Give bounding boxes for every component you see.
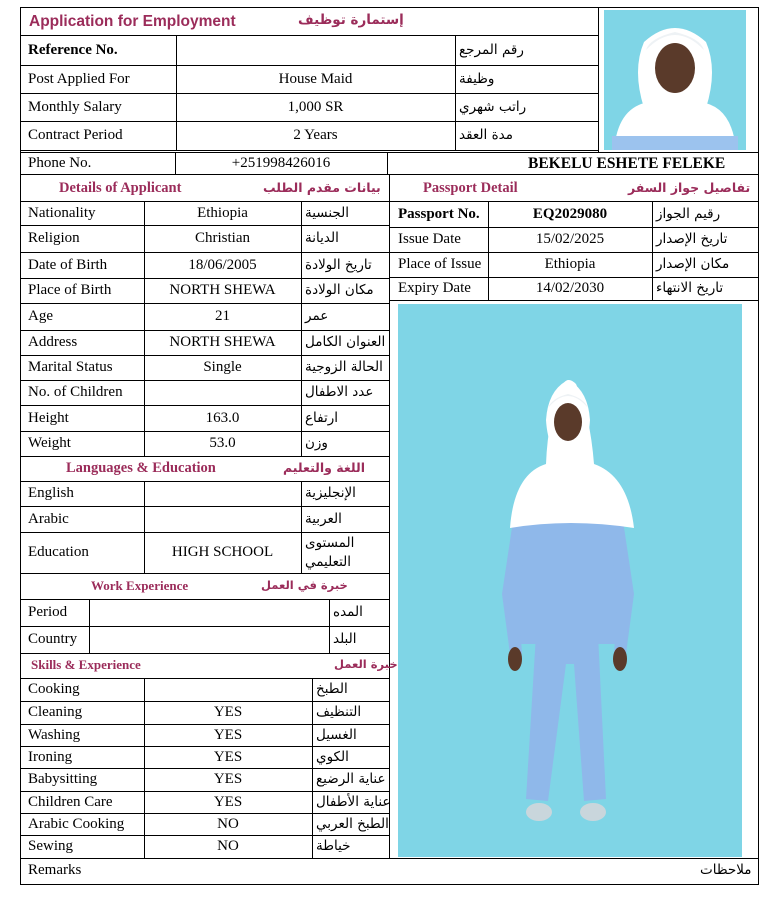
- row-value: NO: [217, 816, 239, 832]
- row-value: 18/06/2005: [188, 257, 257, 273]
- row-label-ar: وزن: [305, 435, 328, 451]
- row-label-ar: الغسيل: [316, 727, 357, 743]
- row-label: Monthly Salary: [28, 99, 122, 115]
- row-value: 163.0: [205, 410, 240, 426]
- row-divider: [20, 532, 389, 533]
- passport-heading-ar: تفاصيل جواز السفر: [628, 180, 751, 195]
- col-divider: [652, 252, 653, 277]
- row-divider: [20, 93, 598, 94]
- row-label-ar: رقيم الجواز: [656, 206, 721, 222]
- row-label-ar: راتب شهري: [459, 99, 527, 115]
- row-value: EQ2029080: [532, 206, 608, 222]
- row-value: 14/02/2030: [535, 280, 605, 296]
- passport-heading-en: Passport Detail: [423, 180, 518, 196]
- col-divider: [144, 380, 145, 405]
- col-divider: [301, 481, 302, 506]
- applicant-full-name: BEKELU ESHETE FELEKE: [528, 155, 726, 172]
- row-label: Cooking: [28, 681, 80, 697]
- row-label-ar: خياطة: [316, 838, 351, 854]
- row-label: Country: [28, 631, 78, 647]
- row-label: Sewing: [28, 838, 73, 854]
- row-label: Place of Birth: [28, 282, 112, 298]
- col-divider: [312, 701, 313, 724]
- row-label: Post Applied For: [28, 71, 130, 87]
- row-label: English: [28, 485, 74, 501]
- row-value: 21: [215, 308, 230, 324]
- row-label-ar: مكان الإصدار: [656, 256, 730, 272]
- row-divider: [390, 227, 759, 228]
- col-divider: [301, 201, 302, 225]
- row-value: 2 Years: [293, 127, 338, 143]
- col-divider: [301, 532, 302, 573]
- row-value: YES: [213, 727, 243, 743]
- divider: [20, 152, 759, 153]
- row-divider: [20, 121, 598, 122]
- row-divider: [20, 355, 389, 356]
- row-value: YES: [213, 749, 243, 765]
- row-divider: [20, 813, 389, 814]
- row-label: Education: [28, 544, 89, 560]
- row-label-ar: الجنسية: [305, 205, 350, 221]
- divider: [387, 152, 388, 174]
- row-divider: [20, 431, 389, 432]
- col-divider: [312, 724, 313, 746]
- row-divider: [20, 678, 389, 679]
- row-value: Single: [203, 359, 242, 375]
- row-divider: [390, 277, 759, 278]
- row-value: NORTH SHEWA: [169, 282, 276, 298]
- row-label-ar: الكوي: [316, 749, 349, 765]
- row-divider: [20, 278, 389, 279]
- form-title-en: Application for Employment: [29, 13, 236, 30]
- row-label-ar: مكان الولادة: [305, 282, 374, 298]
- row-label: Expiry Date: [398, 280, 471, 296]
- row-divider: [20, 653, 389, 654]
- col-divider: [301, 405, 302, 431]
- row-divider: [390, 201, 759, 202]
- row-label: Height: [28, 410, 69, 426]
- row-label: Marital Status: [28, 359, 113, 375]
- row-value: NO: [217, 838, 239, 854]
- row-label-ar: المده: [333, 604, 363, 620]
- form-title-ar: إستمارة توظيف: [298, 12, 404, 28]
- col-divider: [455, 121, 456, 150]
- row-label: Address: [28, 334, 78, 350]
- row-label-ar: الحالة الزوجية: [305, 359, 383, 375]
- row-divider: [20, 225, 389, 226]
- row-value: HIGH SCHOOL: [171, 544, 274, 560]
- col-divider: [301, 355, 302, 380]
- row-label: Contract Period: [28, 127, 123, 143]
- row-divider: [20, 303, 389, 304]
- work-heading-en: Work Experience: [91, 578, 189, 593]
- full-body-illustration: [398, 304, 742, 857]
- row-label-ar: التنظيف: [316, 704, 362, 720]
- row-label-ar: تاريخ الإصدار: [656, 231, 728, 247]
- row-value: Ethiopia: [544, 256, 596, 272]
- row-divider: [20, 599, 389, 600]
- col-divider: [312, 746, 313, 768]
- headshot-illustration: [604, 10, 746, 150]
- row-divider: [20, 150, 598, 151]
- col-divider: [301, 431, 302, 456]
- row-label: Passport No.: [398, 206, 480, 222]
- row-label: Reference No.: [28, 42, 118, 58]
- col-divider: [312, 678, 313, 701]
- row-value: 15/02/2025: [535, 231, 605, 247]
- divider: [598, 7, 599, 152]
- row-label: Religion: [28, 230, 80, 246]
- row-label: Date of Birth: [28, 257, 108, 273]
- col-divider: [301, 506, 302, 532]
- col-divider: [89, 599, 90, 626]
- skills-heading-ar: خبرة العمل: [334, 657, 398, 671]
- row-label: Babysitting: [28, 771, 98, 787]
- row-divider: [20, 456, 389, 457]
- row-value: 1,000 SR: [287, 99, 344, 115]
- col-divider: [301, 380, 302, 405]
- col-divider: [301, 278, 302, 303]
- row-value: Ethiopia: [197, 205, 248, 221]
- row-value: House Maid: [278, 71, 353, 87]
- row-divider: [20, 626, 389, 627]
- col-divider: [455, 35, 456, 65]
- divider: [758, 300, 759, 857]
- row-label: Ironing: [28, 749, 73, 765]
- row-divider: [20, 35, 598, 36]
- row-divider: [20, 791, 389, 792]
- col-divider: [301, 303, 302, 330]
- row-divider: [20, 768, 389, 769]
- row-value: 53.0: [209, 435, 236, 451]
- row-divider: [20, 835, 389, 836]
- row-label: Arabic Cooking: [28, 816, 125, 832]
- applicant-heading-en: Details of Applicant: [59, 180, 182, 196]
- row-label: Cleaning: [28, 704, 83, 720]
- row-divider: [20, 252, 389, 253]
- divider: [20, 858, 759, 859]
- row-value: YES: [213, 794, 243, 810]
- col-divider: [144, 481, 145, 506]
- row-divider: [20, 481, 389, 482]
- languages-heading-ar: اللغة والتعليم: [283, 460, 365, 475]
- row-divider: [20, 724, 389, 725]
- row-divider: [20, 201, 389, 202]
- col-divider: [455, 93, 456, 121]
- languages-heading-en: Languages & Education: [66, 460, 216, 476]
- row-divider: [20, 65, 598, 66]
- row-label: Weight: [28, 435, 71, 451]
- remarks-label: Remarks: [28, 862, 82, 878]
- row-label: Age: [28, 308, 53, 324]
- col-divider: [652, 201, 653, 227]
- col-divider: [312, 768, 313, 791]
- row-label-ar: العنوان الكامل: [305, 334, 386, 350]
- col-divider: [144, 678, 145, 701]
- row-divider: [20, 701, 389, 702]
- row-divider: [20, 506, 389, 507]
- remarks-label-ar: ملاحظات: [700, 862, 752, 878]
- row-divider: [390, 252, 759, 253]
- row-label-ar: عمر: [305, 308, 329, 324]
- col-divider: [301, 330, 302, 355]
- col-divider: [312, 835, 313, 858]
- row-divider: [20, 573, 389, 574]
- row-label-ar: العربية: [305, 511, 342, 527]
- row-value: YES: [213, 771, 243, 787]
- skills-heading-en: Skills & Experience: [31, 657, 141, 672]
- applicant-headshot-photo: [604, 10, 746, 150]
- row-divider: [390, 300, 759, 301]
- col-divider: [652, 277, 653, 300]
- col-divider: [301, 252, 302, 278]
- work-heading-ar: خبرة في العمل: [261, 578, 348, 592]
- applicant-heading-ar: بيانات مقدم الطلب: [263, 180, 381, 195]
- row-label-ar: تاريخ الولادة: [305, 257, 372, 273]
- col-divider: [455, 65, 456, 93]
- row-label: Washing: [28, 727, 81, 743]
- row-value: NORTH SHEWA: [169, 334, 276, 350]
- row-divider: [20, 405, 389, 406]
- row-label: Children Care: [28, 794, 113, 810]
- row-label-ar: الطبخ العربي: [316, 816, 389, 832]
- row-label-ar: ارتفاع: [305, 410, 339, 426]
- row-label-ar: عناية الأطفال: [316, 794, 391, 810]
- row-label-ar: رقم المرجع: [459, 42, 524, 58]
- col-divider: [144, 506, 145, 532]
- row-label-ar: الإنجليزية: [305, 485, 356, 501]
- row-label-ar: تاريخ الانتهاء: [656, 280, 724, 296]
- row-value: YES: [213, 704, 243, 720]
- row-label-ar: الطبخ: [316, 681, 348, 697]
- row-divider: [20, 330, 389, 331]
- col-divider: [312, 791, 313, 813]
- row-label-ar: المستوى التعليمي: [305, 535, 355, 570]
- applicant-full-body-photo: [398, 304, 742, 857]
- col-divider: [301, 225, 302, 252]
- row-label: Issue Date: [398, 231, 461, 247]
- row-label-ar: البلد: [333, 631, 357, 647]
- row-label-ar: الديانة: [305, 230, 339, 246]
- col-divider: [329, 599, 330, 626]
- row-label: Nationality: [28, 205, 96, 221]
- phone-label: Phone No.: [28, 155, 92, 171]
- col-divider: [329, 626, 330, 653]
- row-label: Arabic: [28, 511, 69, 527]
- col-divider: [652, 227, 653, 252]
- row-label-ar: عناية الرضيع: [316, 771, 386, 787]
- row-label: Period: [28, 604, 68, 620]
- phone-value: +251998426016: [231, 155, 331, 171]
- row-label-ar: مدة العقد: [459, 127, 513, 143]
- row-label-ar: عدد الاطفال: [305, 384, 374, 400]
- row-divider: [20, 746, 389, 747]
- col-divider: [89, 626, 90, 653]
- row-label: Place of Issue: [398, 256, 482, 272]
- row-value: Christian: [195, 230, 250, 246]
- row-label-ar: وظيفة: [459, 71, 495, 87]
- col-divider: [312, 813, 313, 835]
- row-divider: [20, 380, 389, 381]
- col-divider: [176, 35, 177, 65]
- row-label: No. of Children: [28, 384, 123, 400]
